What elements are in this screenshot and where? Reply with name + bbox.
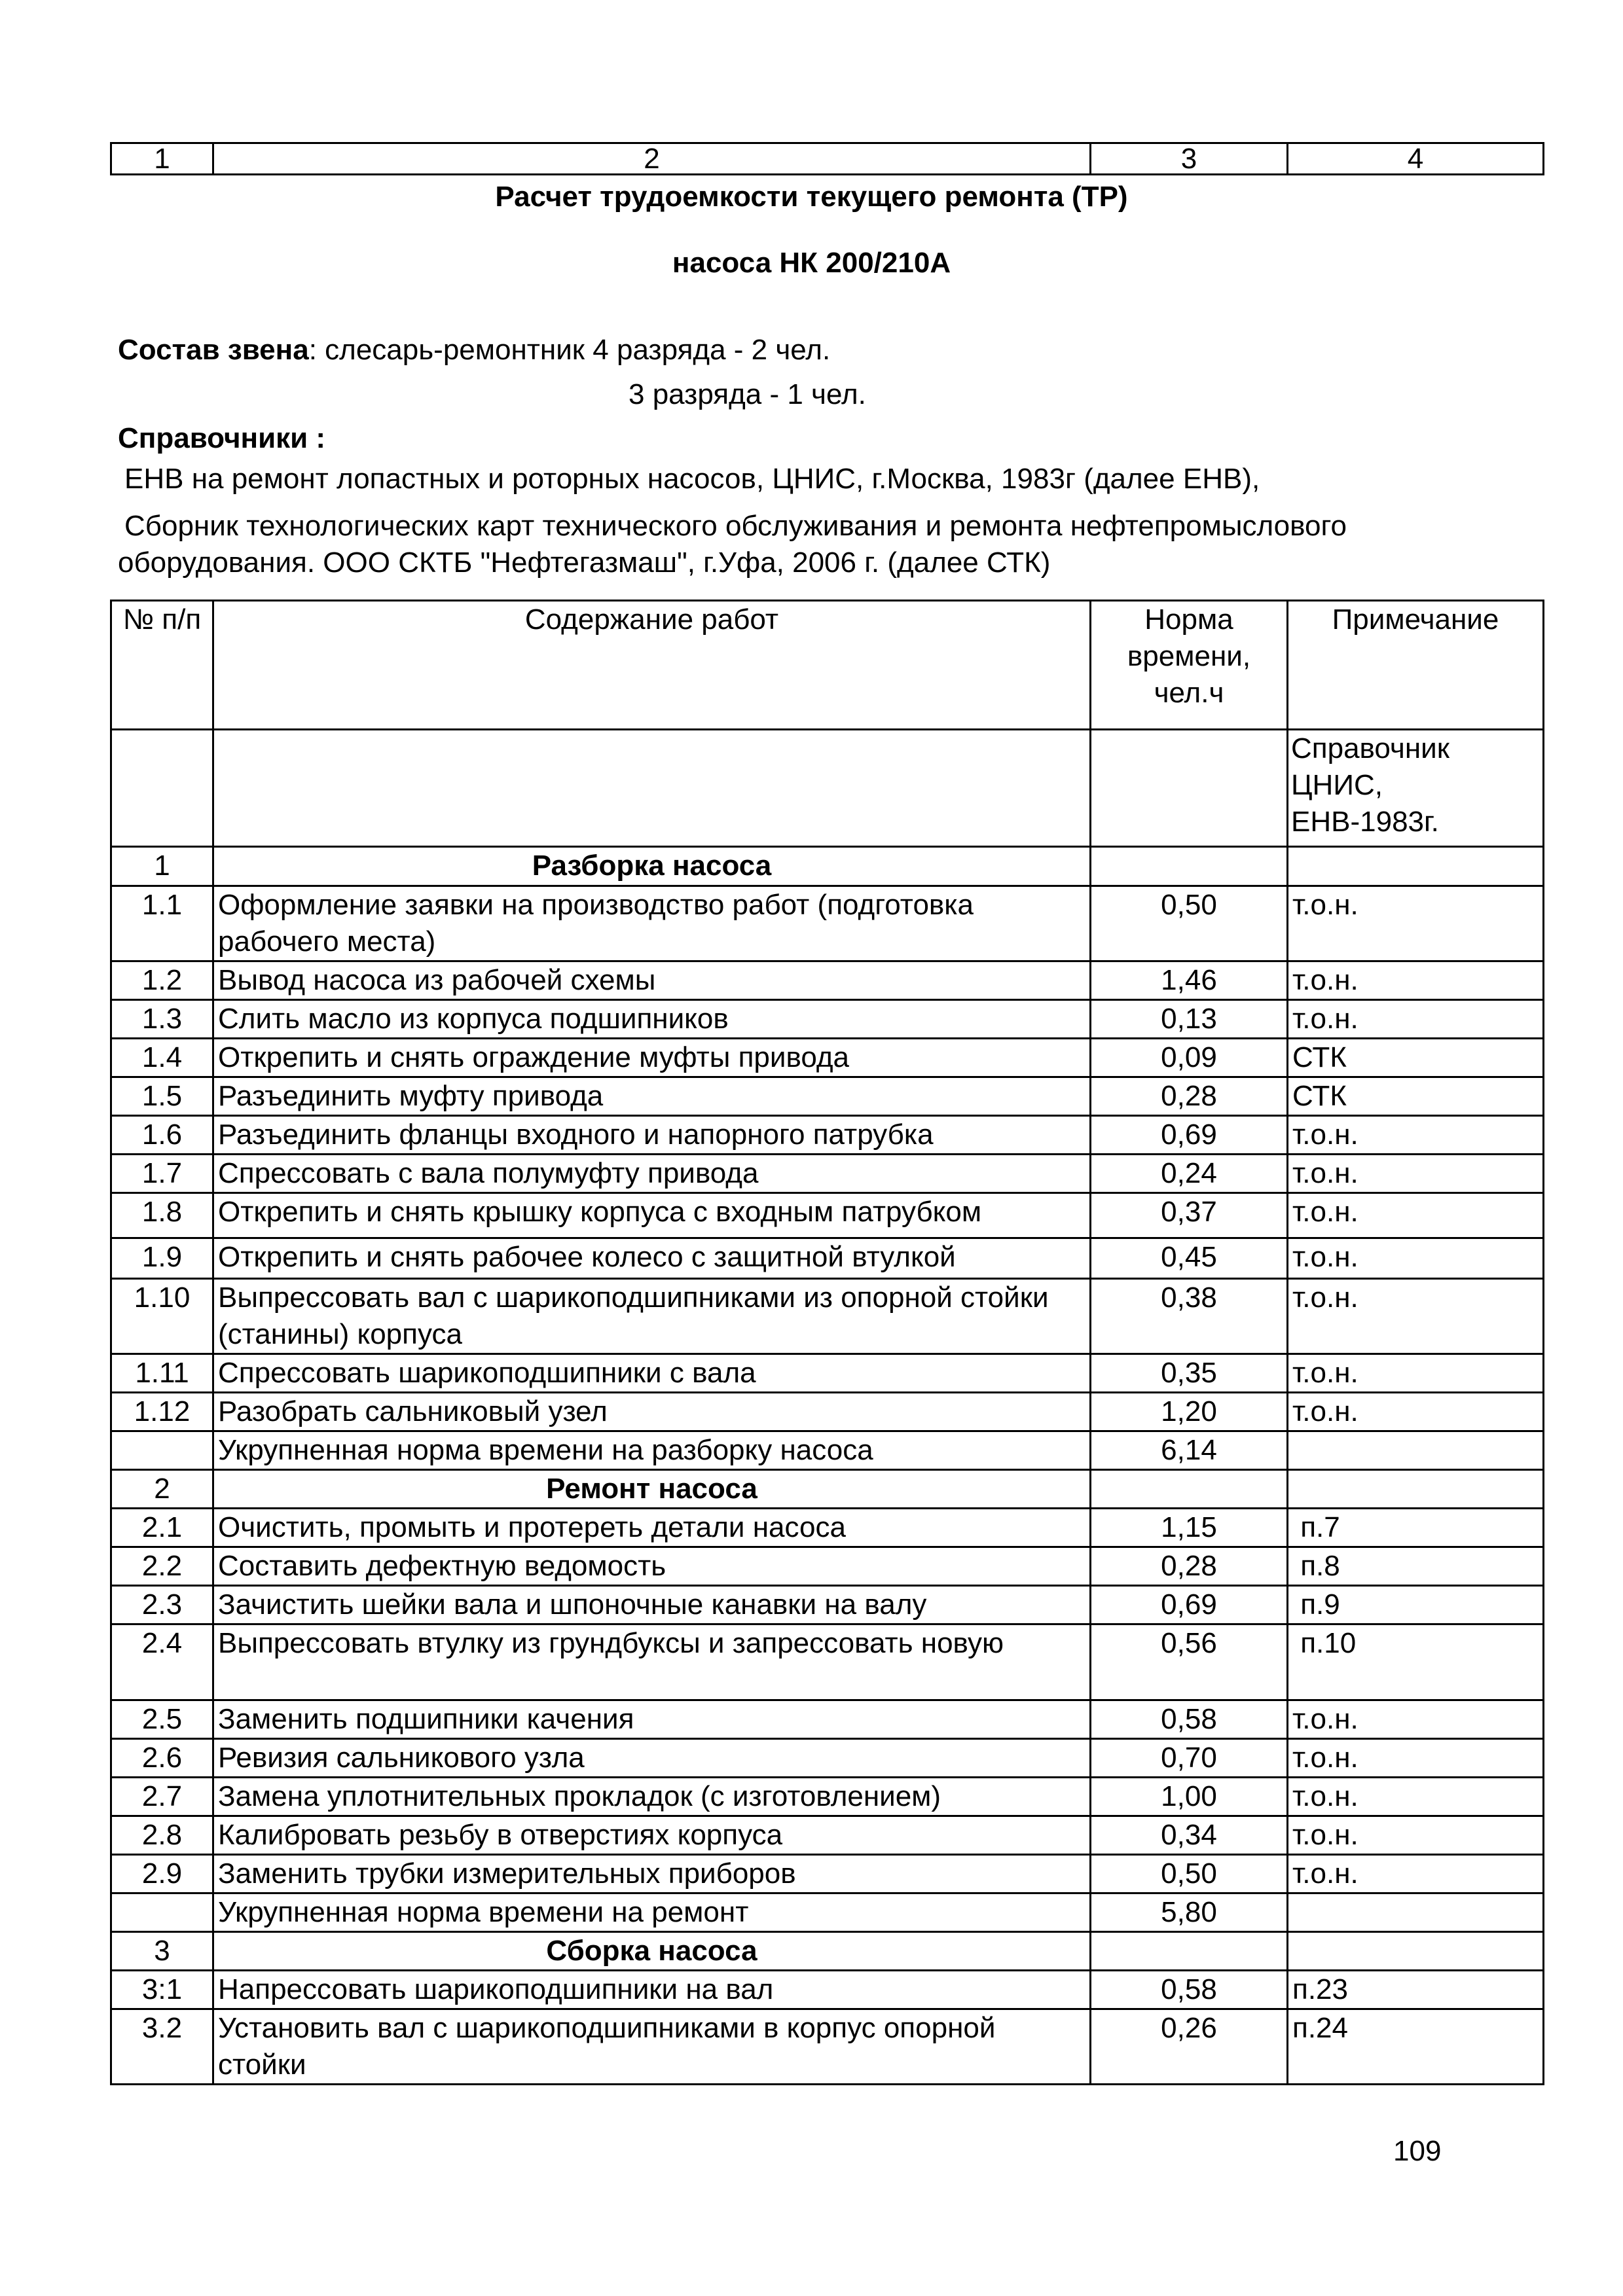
subheader-note: Справочник ЦНИС, ЕНВ-1983г. <box>1288 730 1544 847</box>
row-content: Напрессовать шарикоподшипники на вал <box>213 1971 1091 2009</box>
table-row <box>111 1193 1544 1238</box>
row-norm: 0,50 <box>1091 886 1288 961</box>
table-row <box>111 1000 1544 1039</box>
row-number: 2.2 <box>111 1547 213 1586</box>
row-note: СТК <box>1288 1077 1544 1116</box>
column-number-strip <box>110 142 1544 175</box>
row-norm: 0,26 <box>1091 2009 1288 2085</box>
row-number: 1.1 <box>111 886 213 961</box>
row-note: т.о.н. <box>1288 961 1544 1000</box>
row-number: 2.7 <box>111 1778 213 1816</box>
row-content: Замена уплотнительных прокладок (с изготовлением) <box>213 1778 1091 1816</box>
row-note: т.о.н. <box>1288 1354 1544 1393</box>
table-subheader-row <box>111 730 1544 847</box>
table-row <box>111 1586 1544 1624</box>
row-number: 1.3 <box>111 1000 213 1039</box>
row-content: Установить вал с шарикоподшипниками в корпус опорной стойки <box>213 2009 1091 2085</box>
reference-2-line-1: Сборник технологических карт технического обслуживания и ремонта нефтепромыслового <box>124 510 1347 542</box>
crew-value-1: : слесарь-ремонтник 4 разряда - 2 чел. <box>308 334 831 366</box>
row-note: п.9 <box>1288 1586 1544 1624</box>
row-content: Зачистить шейки вала и шпоночные канавки на валу <box>213 1586 1091 1624</box>
row-norm: 1,20 <box>1091 1393 1288 1431</box>
section-row <box>111 1470 1544 1509</box>
column-number: 2 <box>213 143 1091 175</box>
row-note: т.о.н. <box>1288 1193 1544 1238</box>
table-row <box>111 1155 1544 1193</box>
table-row <box>111 1816 1544 1855</box>
table-row <box>111 1547 1544 1586</box>
row-number: 2.8 <box>111 1816 213 1855</box>
row-content: Открепить и снять рабочее колесо с защитной втулкой <box>213 1238 1091 1279</box>
row-number: 2.5 <box>111 1700 213 1739</box>
row-content: Открепить и снять крышку корпуса с входным патрубком <box>213 1193 1091 1238</box>
row-norm: 0,28 <box>1091 1077 1288 1116</box>
row-content: Выпрессовать вал с шарикоподшипниками из опорной стойки (станины) корпуса <box>213 1279 1091 1354</box>
row-norm: 0,13 <box>1091 1000 1288 1039</box>
row-number: 1.10 <box>111 1279 213 1354</box>
reference-2-line-2: оборудования. ООО СКТБ "Нефтегазмаш", г.Уфа, 2006 г. (далее СТК) <box>118 547 1051 579</box>
table-row <box>111 1971 1544 2009</box>
row-norm <box>1091 1932 1288 1971</box>
row-number: 1.5 <box>111 1077 213 1116</box>
row-number: 1.9 <box>111 1238 213 1279</box>
table-row <box>111 1354 1544 1393</box>
row-note: п.10 <box>1288 1624 1544 1700</box>
row-content: Заменить трубки измерительных приборов <box>213 1855 1091 1893</box>
row-number: 1.4 <box>111 1039 213 1077</box>
row-content: Спрессовать шарикоподшипники с вала <box>213 1354 1091 1393</box>
row-content: Оформление заявки на производство работ (подготовка рабочего места) <box>213 886 1091 961</box>
column-number: 3 <box>1091 143 1288 175</box>
row-norm: 0,69 <box>1091 1586 1288 1624</box>
table-row <box>111 1116 1544 1155</box>
row-content: Разборка насоса <box>213 847 1091 886</box>
row-norm: 1,00 <box>1091 1778 1288 1816</box>
row-content: Составить дефектную ведомость <box>213 1547 1091 1586</box>
row-content: Ревизия сальникового узла <box>213 1739 1091 1778</box>
row-number: 2.9 <box>111 1855 213 1893</box>
row-note: т.о.н. <box>1288 1279 1544 1354</box>
row-note: т.о.н. <box>1288 1778 1544 1816</box>
row-number <box>111 1431 213 1470</box>
row-note: п.8 <box>1288 1547 1544 1586</box>
row-norm: 6,14 <box>1091 1431 1288 1470</box>
row-norm: 0,56 <box>1091 1624 1288 1700</box>
column-number: 1 <box>111 143 213 175</box>
row-note <box>1288 1932 1544 1971</box>
table-row <box>111 1039 1544 1077</box>
table-row <box>111 1279 1544 1354</box>
row-content: Укрупненная норма времени на ремонт <box>213 1893 1091 1932</box>
row-note <box>1288 847 1544 886</box>
row-norm: 0,58 <box>1091 1971 1288 2009</box>
row-number: 3:1 <box>111 1971 213 2009</box>
row-number: 3.2 <box>111 2009 213 2085</box>
row-content: Калибровать резьбу в отверстиях корпуса <box>213 1816 1091 1855</box>
row-note: т.о.н. <box>1288 1393 1544 1431</box>
table-row <box>111 1739 1544 1778</box>
row-number: 1.12 <box>111 1393 213 1431</box>
row-number: 2.4 <box>111 1624 213 1700</box>
row-norm: 5,80 <box>1091 1893 1288 1932</box>
row-content: Разобрать сальниковый узел <box>213 1393 1091 1431</box>
row-norm: 0,37 <box>1091 1193 1288 1238</box>
row-content: Сборка насоса <box>213 1932 1091 1971</box>
table-row <box>111 1855 1544 1893</box>
page-number: 109 <box>1393 2135 1442 2167</box>
row-number: 2.3 <box>111 1586 213 1624</box>
subtotal-row <box>111 1431 1544 1470</box>
row-norm: 1,15 <box>1091 1509 1288 1547</box>
row-number: 1.11 <box>111 1354 213 1393</box>
row-number: 1.2 <box>111 961 213 1000</box>
table-row <box>111 1077 1544 1116</box>
header-norm: Норма времени, чел.ч <box>1091 601 1288 730</box>
header-num: № п/п <box>111 601 213 730</box>
crew-value-2: 3 разряда - 1 чел. <box>629 378 866 410</box>
table-row <box>111 1778 1544 1816</box>
row-norm <box>1091 847 1288 886</box>
crew-label: Состав звена <box>118 334 309 366</box>
row-content: Спрессовать с вала полумуфту привода <box>213 1155 1091 1193</box>
subtotal-row <box>111 1893 1544 1932</box>
row-norm: 0,70 <box>1091 1739 1288 1778</box>
row-note: п.24 <box>1288 2009 1544 2085</box>
labor-table <box>110 600 1544 2085</box>
row-content: Укрупненная норма времени на разборку насоса <box>213 1431 1091 1470</box>
row-norm: 0,69 <box>1091 1116 1288 1155</box>
row-note: п.7 <box>1288 1509 1544 1547</box>
row-note: т.о.н. <box>1288 1116 1544 1155</box>
row-content: Разъединить фланцы входного и напорного патрубка <box>213 1116 1091 1155</box>
table-row <box>111 1509 1544 1547</box>
row-note <box>1288 1431 1544 1470</box>
row-norm: 0,28 <box>1091 1547 1288 1586</box>
row-note: т.о.н. <box>1288 1855 1544 1893</box>
row-norm: 0,50 <box>1091 1855 1288 1893</box>
row-content: Открепить и снять ограждение муфты привода <box>213 1039 1091 1077</box>
row-norm: 0,34 <box>1091 1816 1288 1855</box>
row-note: т.о.н. <box>1288 1000 1544 1039</box>
table-row <box>111 1393 1544 1431</box>
row-number <box>111 1893 213 1932</box>
table-row <box>111 1624 1544 1700</box>
row-number: 1 <box>111 847 213 886</box>
table-row <box>111 1238 1544 1279</box>
row-content: Заменить подшипники качения <box>213 1700 1091 1739</box>
row-norm: 0,24 <box>1091 1155 1288 1193</box>
row-note: п.23 <box>1288 1971 1544 2009</box>
row-note: т.о.н. <box>1288 886 1544 961</box>
row-number: 1.6 <box>111 1116 213 1155</box>
row-number: 3 <box>111 1932 213 1971</box>
row-note: т.о.н. <box>1288 1739 1544 1778</box>
row-note: т.о.н. <box>1288 1700 1544 1739</box>
row-note <box>1288 1893 1544 1932</box>
row-note: т.о.н. <box>1288 1155 1544 1193</box>
table-row <box>111 886 1544 961</box>
row-norm: 0,45 <box>1091 1238 1288 1279</box>
table-row <box>111 1700 1544 1739</box>
row-content: Слить масло из корпуса подшипников <box>213 1000 1091 1039</box>
crew-line-1 <box>118 334 830 367</box>
page-title: Расчет трудоемкости текущего ремонта (ТР) <box>495 181 1128 213</box>
row-content: Вывод насоса из рабочей схемы <box>213 961 1091 1000</box>
row-norm: 0,09 <box>1091 1039 1288 1077</box>
reference-1: ЕНВ на ремонт лопастных и роторных насосов, ЦНИС, г.Москва, 1983г (далее ЕНВ), <box>124 463 1260 495</box>
row-content: Разъединить муфту привода <box>213 1077 1091 1116</box>
row-note: т.о.н. <box>1288 1816 1544 1855</box>
row-norm: 1,46 <box>1091 961 1288 1000</box>
row-number: 2.6 <box>111 1739 213 1778</box>
section-row <box>111 847 1544 886</box>
row-content: Очистить, промыть и протереть детали насоса <box>213 1509 1091 1547</box>
row-number: 1.7 <box>111 1155 213 1193</box>
row-content: Выпрессовать втулку из грундбуксы и запрессовать новую <box>213 1624 1091 1700</box>
table-row <box>111 961 1544 1000</box>
row-content: Ремонт насоса <box>213 1470 1091 1509</box>
page-subtitle: насоса НК 200/210А <box>672 247 951 279</box>
table-row <box>111 2009 1544 2085</box>
table-header-row <box>111 601 1544 730</box>
row-norm: 0,35 <box>1091 1354 1288 1393</box>
row-number: 2 <box>111 1470 213 1509</box>
row-norm: 0,58 <box>1091 1700 1288 1739</box>
row-note: т.о.н. <box>1288 1238 1544 1279</box>
column-number: 4 <box>1288 143 1544 175</box>
row-number: 1.8 <box>111 1193 213 1238</box>
section-row <box>111 1932 1544 1971</box>
row-note <box>1288 1470 1544 1509</box>
references-label: Справочники : <box>118 422 326 454</box>
header-content: Содержание работ <box>213 601 1091 730</box>
row-norm <box>1091 1470 1288 1509</box>
header-note: Примечание <box>1288 601 1544 730</box>
row-note: СТК <box>1288 1039 1544 1077</box>
row-norm: 0,38 <box>1091 1279 1288 1354</box>
row-number: 2.1 <box>111 1509 213 1547</box>
